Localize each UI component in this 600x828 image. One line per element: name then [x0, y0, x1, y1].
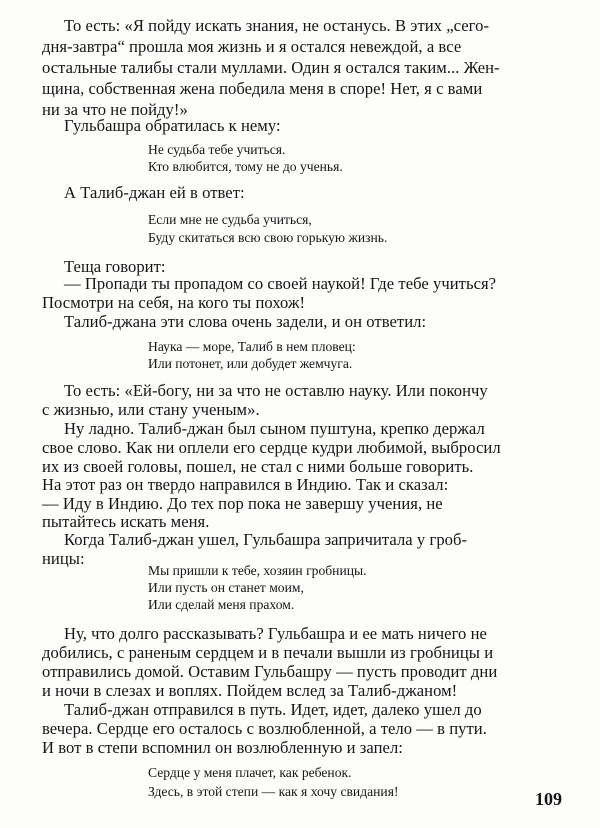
prose-line: вечера. Сердце его осталось с возлюбленной, а тело — в пути. — [42, 719, 487, 738]
prose-line: свое слово. Как ни оплели его сердце кудри любимой, выбросил — [42, 438, 501, 457]
prose-line: Посмотри на себя, на кого ты похож! — [42, 293, 306, 312]
verse-line: Буду скитаться всю свою горькую жизнь. — [148, 230, 388, 245]
prose-line: их из своей головы, пошел, не стал с ними больше говорить. — [42, 457, 474, 476]
prose-line: Талиб-джан отправился в путь. Идет, идет, далеко ушел до — [64, 700, 482, 719]
verse-line: Не судьба тебе учиться. — [148, 142, 286, 157]
verse-line: Если мне не судьба учиться, — [148, 212, 312, 227]
prose-line: На этот раз он твердо направился в Индию. Так и сказал: — [42, 475, 449, 494]
prose-line: Теща говорит: — [64, 257, 166, 276]
prose-line: с жизнью, или стану ученым». — [42, 400, 260, 419]
prose-line: ни за что не пойду!» — [42, 100, 188, 119]
prose-line: и ночи в слезах и воплях. Пойдем вслед за Талиб-джаном! — [42, 681, 458, 700]
prose-line: — Иду в Индию. До тех пор пока не завершу учения, не — [42, 494, 443, 513]
prose-line: И вот в степи вспомнил он возлюбленную и запел: — [42, 738, 403, 757]
prose-line: Талиб-джана эти слова очень задели, и он ответил: — [64, 312, 427, 331]
page-number: 109 — [535, 789, 562, 809]
prose-line: пытайтесь искать меня. — [42, 512, 210, 531]
prose-line: Когда Талиб-джан ушел, Гульбашра запричитала у гроб- — [64, 530, 468, 549]
prose-line: Гульбашра обратилась к нему: — [64, 116, 281, 135]
prose-line: То есть: «Ей-богу, ни за что не оставлю науку. Или покончу — [64, 381, 488, 400]
prose-line: — Пропади ты пропадом со своей наукой! Где тебе учиться? — [64, 274, 497, 293]
verse-line: Здесь, в этой степи — как я хочу свидания! — [148, 784, 399, 799]
prose-line: ницы: — [42, 549, 85, 568]
prose-line: остальные талибы стали муллами. Один я остался таким... Жен- — [42, 58, 500, 77]
verse-line: Кто влюбится, тому не до ученья. — [148, 159, 343, 174]
prose-line: Ну, что долго рассказывать? Гульбашра и ее мать ничего не — [64, 624, 487, 643]
prose-line: добились, с раненым сердцем и в печали вышли из гробницы и — [42, 643, 494, 662]
verse-line: Или пусть он станет моим, — [148, 580, 304, 595]
verse-line: Или потонет, или добудет жемчуга. — [148, 356, 353, 371]
prose-line: Ну ладно. Талиб-джан был сыном пуштуна, крепко держал — [64, 419, 485, 438]
verse-line: Или сделай меня прахом. — [148, 597, 295, 612]
prose-line: отправились домой. Оставим Гульбашру — пусть проводит дни — [42, 662, 498, 681]
prose-line: А Талиб-джан ей в ответ: — [64, 183, 245, 202]
verse-line: Сердце у меня плачет, как ребенок. — [148, 765, 352, 780]
prose-line: дня-завтра“ прошла моя жизнь и я остался невеждой, а все — [42, 37, 462, 56]
prose-line: щина, собственная жена победила меня в споре! Нет, я с вами — [42, 79, 483, 98]
prose-line: То есть: «Я пойду искать знания, не останусь. В этих „сего- — [64, 16, 490, 35]
verse-line: Мы пришли к тебе, хозяин гробницы. — [148, 563, 367, 578]
verse-line: Наука — море, Талиб в нем пловец: — [148, 339, 356, 354]
